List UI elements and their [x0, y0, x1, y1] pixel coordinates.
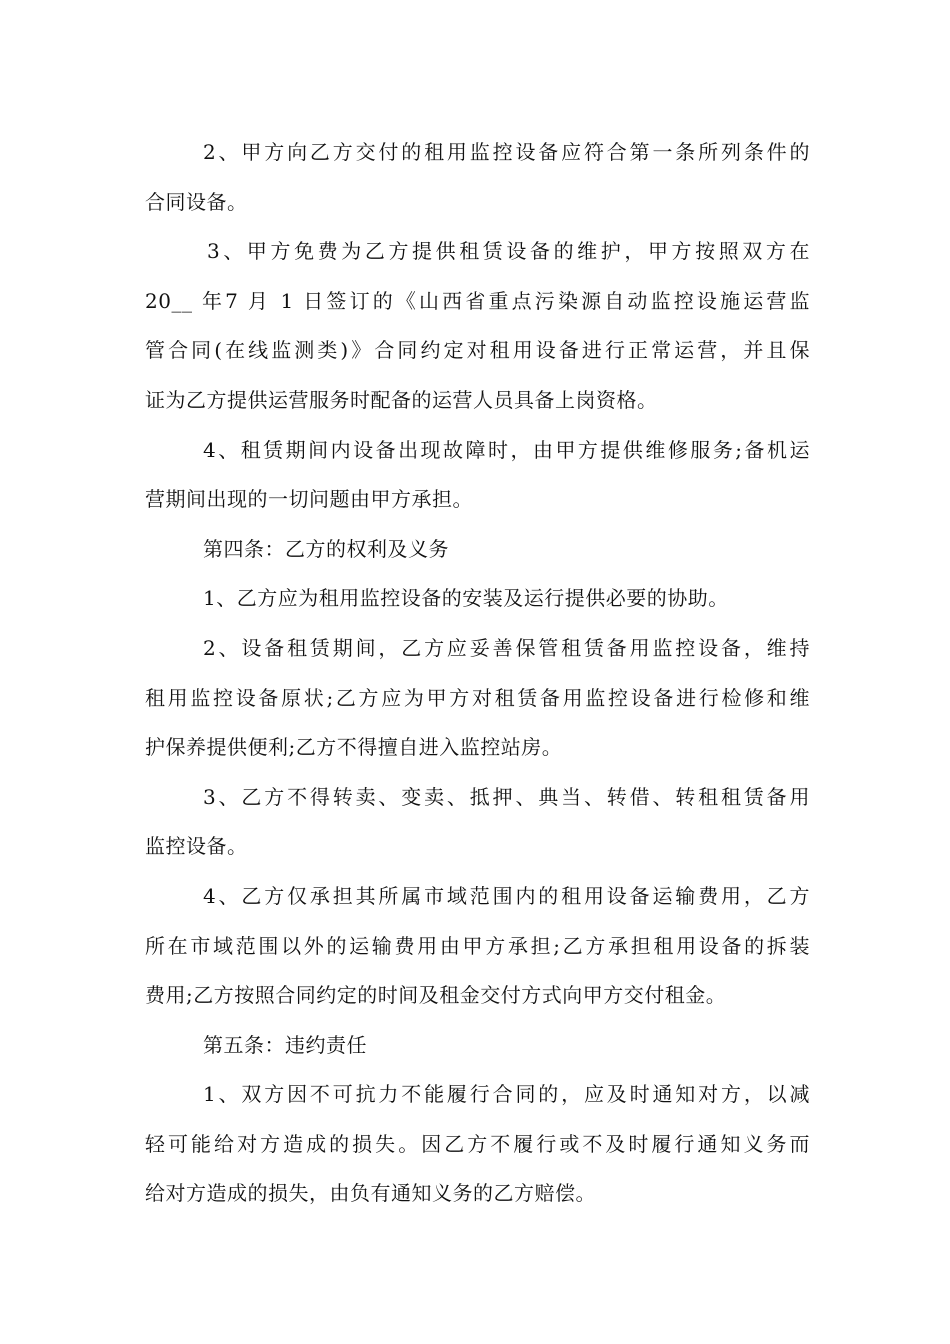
paragraph-line: 1、双方因不可抗力不能履行合同的，应及时通知对方，以减: [203, 1082, 810, 1107]
paragraph-line: 4、租赁期间内设备出现故障时，由甲方提供维修服务;备机运: [203, 437, 810, 462]
paragraph-line: 4、乙方仅承担其所属市域范围内的租用设备运输费用，乙方: [203, 883, 810, 908]
paragraph-line: 2、设备租赁期间，乙方应妥善保管租赁备用监控设备，维持: [203, 635, 810, 660]
paragraph-line: 管合同(在线监测类)》合同约定对租用设备进行正常运营，并且保: [145, 338, 810, 363]
section-heading: 第四条：乙方的权利及义务: [203, 536, 449, 561]
paragraph-line: 证为乙方提供运营服务时配备的运营人员具备上岗资格。: [145, 387, 658, 412]
paragraph-line: 轻可能给对方造成的损失。因乙方不履行或不及时履行通知义务而: [145, 1131, 810, 1156]
paragraph-line: 2、甲方向乙方交付的租用监控设备应符合第一条所列条件的: [203, 140, 810, 164]
paragraph-line: 合同设备。: [145, 189, 248, 214]
paragraph-line: 20__ 年7 月 1 日签订的《山西省重点污染源自动监控设施运营监: [145, 288, 810, 313]
document-body: [145, 128, 810, 1219]
paragraph-line: 护保养提供便利;乙方不得擅自进入监控站房。: [145, 735, 563, 760]
paragraph-line: 监控设备。: [145, 834, 248, 859]
paragraph-line: 租用监控设备原状;乙方应为甲方对租赁备用监控设备进行检修和维: [145, 685, 810, 710]
paragraph-line: 3、乙方不得转卖、变卖、抵押、典当、转借、转租租赁备用: [203, 784, 810, 809]
paragraph-line: 3、甲方免费为乙方提供租赁设备的维护，甲方按照双方在: [207, 239, 810, 264]
paragraph-line: 给对方造成的损失，由负有通知义务的乙方赔偿。: [145, 1181, 596, 1206]
paragraph-line: 费用;乙方按照合同约定的时间及租金交付方式向甲方交付租金。: [145, 983, 727, 1008]
paragraph-line: 营期间出现的一切问题由甲方承担。: [145, 487, 473, 512]
paragraph-line: 所在市域范围以外的运输费用由甲方承担;乙方承担租用设备的拆装: [145, 933, 810, 958]
paragraph-line: 1、乙方应为租用监控设备的安装及运行提供必要的协助。: [203, 586, 729, 611]
section-heading: 第五条：违约责任: [203, 1032, 367, 1057]
